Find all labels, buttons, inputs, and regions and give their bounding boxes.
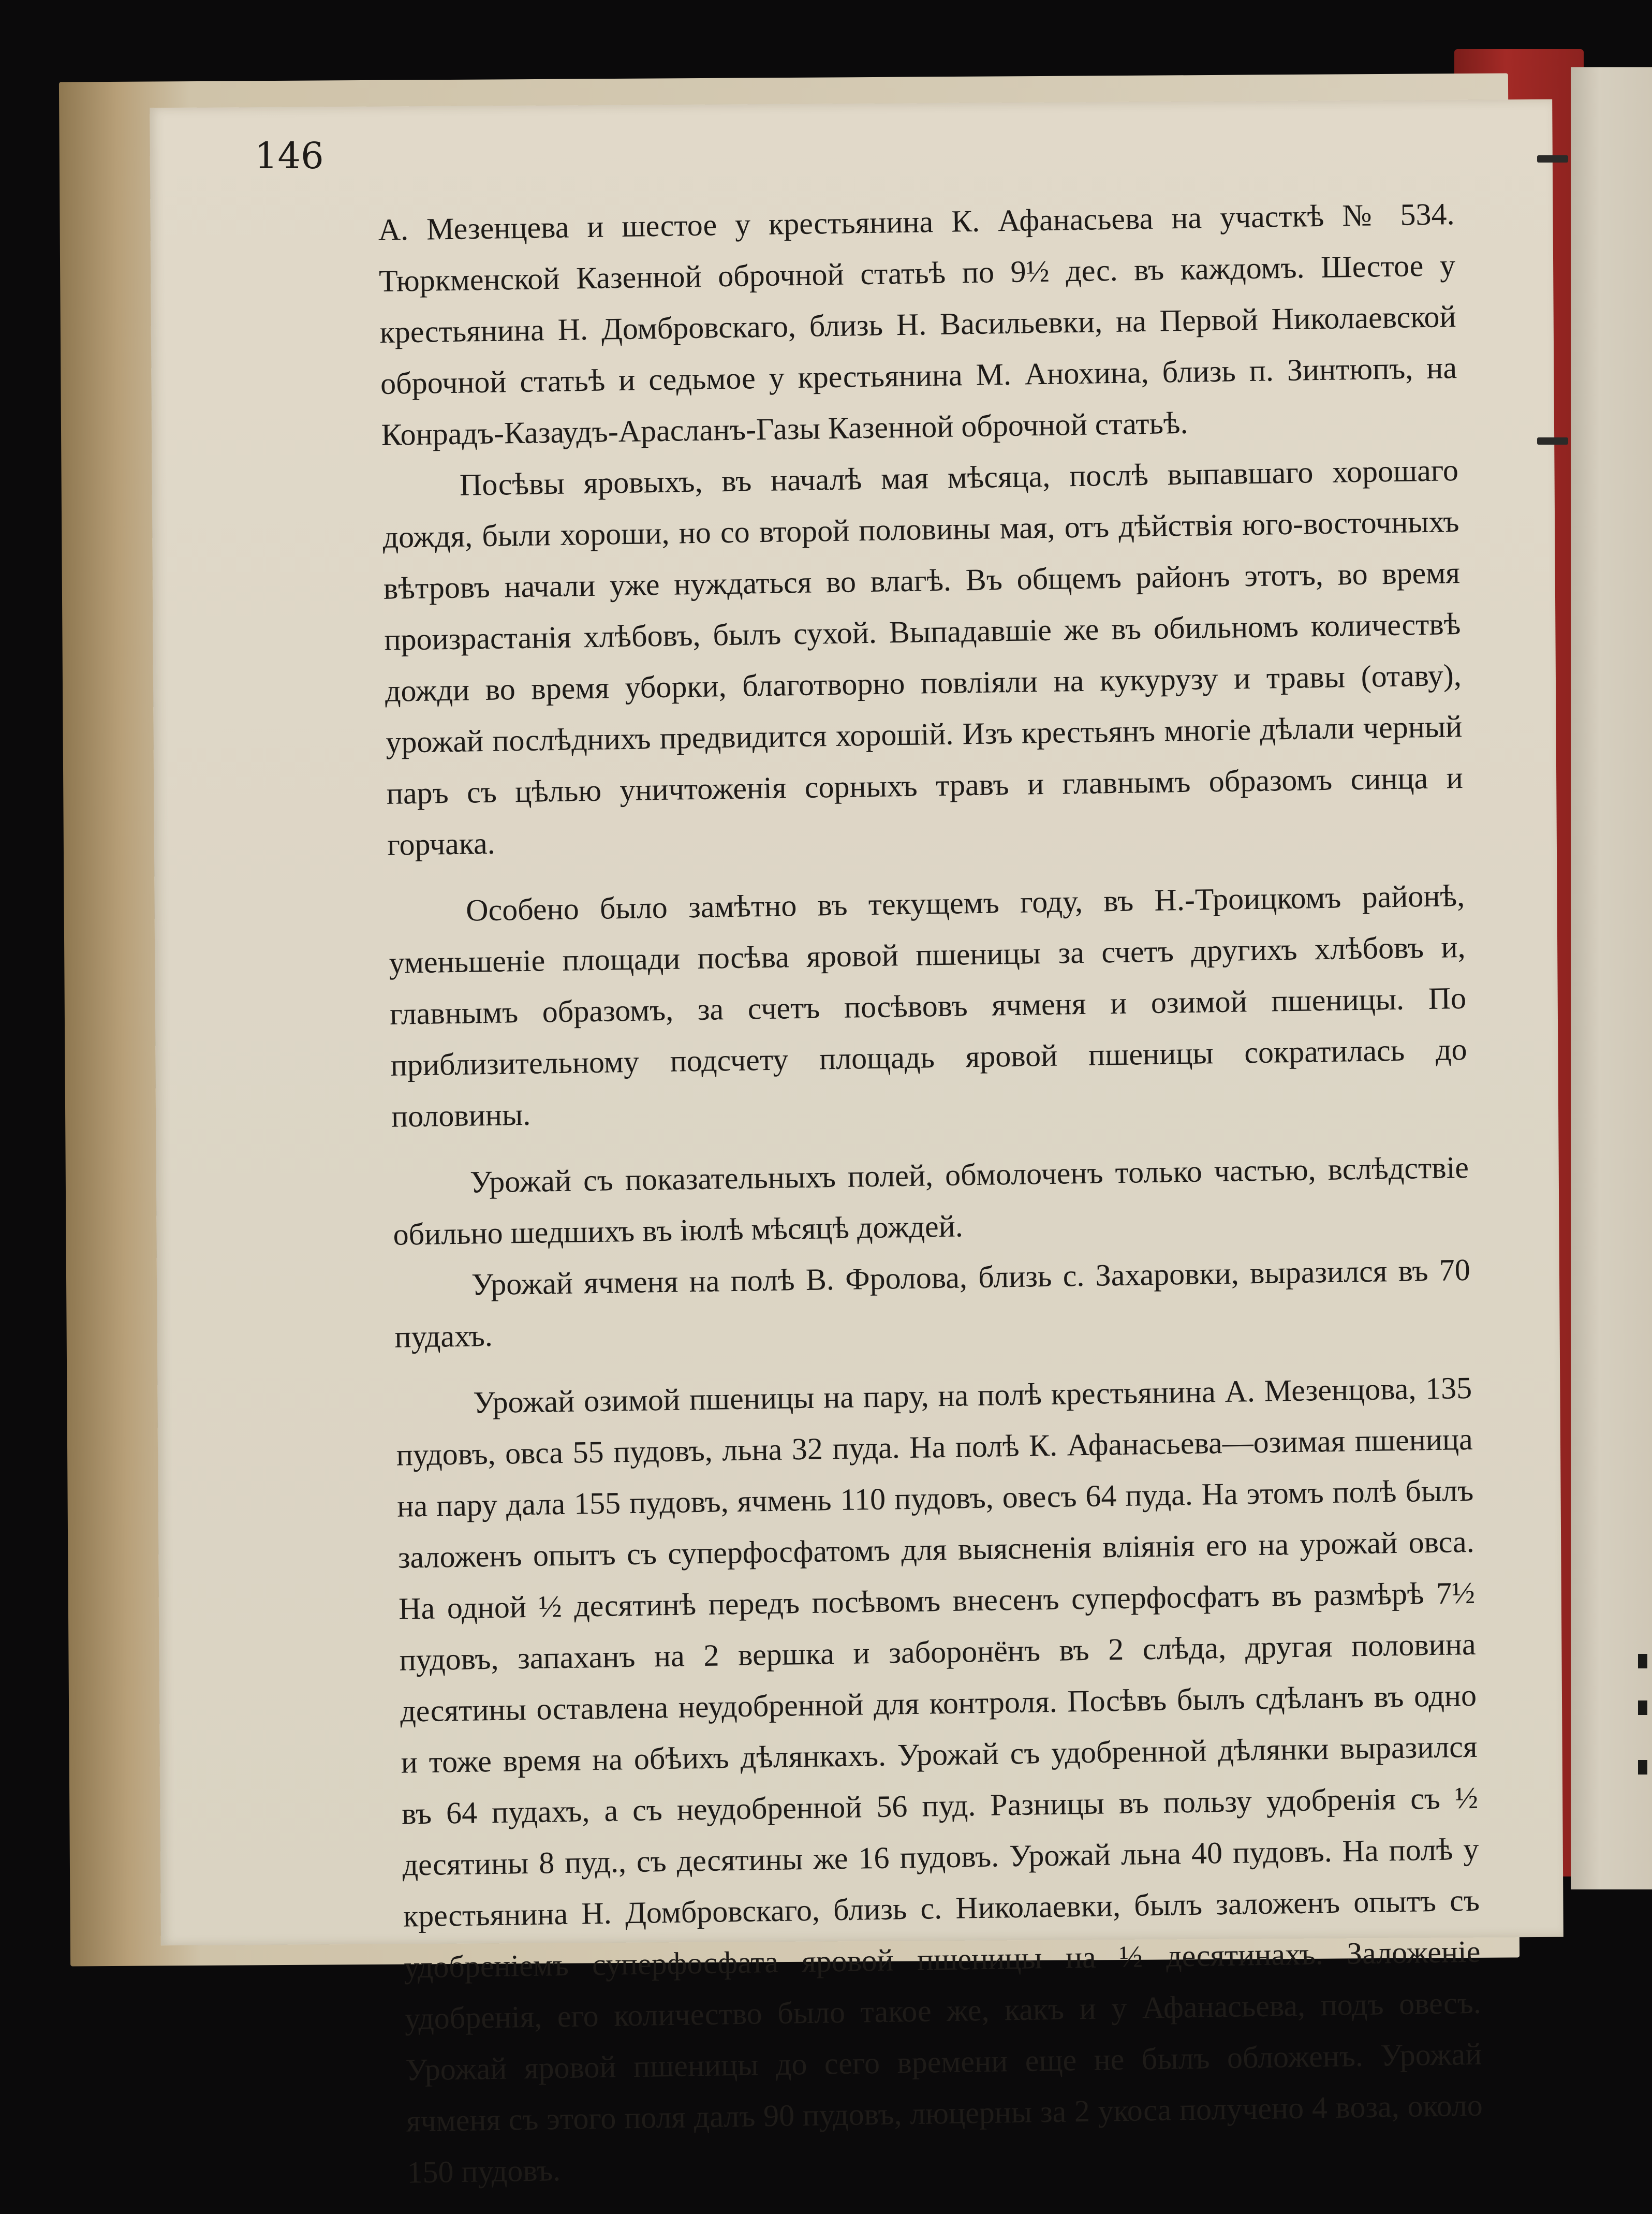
paragraph-1: А. Мезенцева и шестое у крестьянина К. Афанасьева на участкѣ № 534. Тюркменской Казенной оброчной статьѣ по 9½ дес. въ каждомъ. Шестое у крестьянина Н. Домбровскаго, близь Н. Васильевки, на Первой Николаевской оброчной статьѣ и седьмое у крестьянина М. Анохина, близь п. Зинтюпъ, на Конрадъ-Казаудъ-Арасланъ-Газы Казенной оброчной статьѣ. (378, 197, 1457, 452)
edge-mark (1638, 1700, 1647, 1715)
paragraph-5: Урожай ячменя на полѣ В. Фролова, близь с. Захаровки, выразился въ 70 пудахъ. (394, 1252, 1471, 1354)
facing-page-edge (1571, 67, 1652, 1889)
binding-pin (1537, 437, 1568, 445)
edge-mark (1638, 1654, 1647, 1668)
page-number: 146 (255, 135, 324, 177)
binding-pin (1537, 155, 1568, 163)
edge-mark (1638, 1760, 1647, 1775)
paragraph-6: Урожай озимой пшеницы на пару, на полѣ крестьянина А. Мезенцова, 135 пудовъ, овса 55 пудовъ, льна 32 пуда. На полѣ К. Афанасьева—озимая пшеница на пару дала 155 пудовъ, ячмень 110 пудовъ, овесъ 64 пуда. На этомъ полѣ былъ заложенъ опытъ съ суперфосфатомъ для выясненія вліянія его на урожай овса. На одной ½ десятинѣ передъ посѣвомъ внесенъ суперфосфатъ въ размѣрѣ 7½ пудовъ, запаханъ на 2 вершка и заборонёнъ въ 2 слѣда, другая половина десятины оставлена неудобренной для контроля. Посѣвъ былъ сдѣланъ въ одно и тоже время на обѣихъ дѣлянкахъ. Урожай съ удобренной дѣлянки выразился въ 64 пудахъ, а съ неудобренной 56 пуд. Разницы въ пользу удобренія съ ½ десятины 8 пуд., съ десятины же 16 пудовъ. Урожай льна 40 пудовъ. На полѣ у крестьянина Н. Домбровскаго, близь с. Николаевки, былъ заложенъ опытъ съ удобреніемъ суперфосфата яровой пшеницы на ½ десятинахъ. Заложеніе удобренія, его количество было такое же, какъ и у Афанасьева, подъ овесъ. Урожай яровой пшеницы до сего времени еще не былъ обложенъ. Урожай ячменя съ этого поля далъ 90 пудовъ, люцерны за 2 укоса получено 4 воза, около 150 пудовъ. (396, 1370, 1483, 2190)
paragraph-3: Особено было замѣтно въ текущемъ году, въ Н.-Троицкомъ районѣ, уменьшеніе площади посѣва яровой пшеницы за счетъ другихъ хлѣбовъ и, главнымъ образомъ, за счетъ посѣвовъ ячменя и озимой пшеницы. По приблизительному подсчету площадь яровой пшеницы сократилась до половины. (389, 878, 1467, 1134)
paragraph-2: Посѣвы яровыхъ, въ началѣ мая мѣсяца, послѣ выпавшаго хорошаго дождя, были хороши, но со второй половины мая, отъ дѣйствія юго-восточныхъ вѣтровъ начали уже нуждаться во влагѣ. Въ общемъ районъ этотъ, во время произрастанія хлѣбовъ, былъ сухой. Выпадавшіе же въ обильномъ количествѣ дожди во время уборки, благотворно повліяли на кукурузу и травы (отаву), урожай послѣднихъ предвидится хорошій. Изъ крестьянъ многіе дѣлали черный паръ съ цѣлью уничтоженія сорныхъ травъ и главнымъ образомъ синца и горчака. (382, 453, 1464, 862)
page-body-text (378, 188, 1484, 2213)
paragraph-4: Урожай съ показательныхъ полей, обмолоченъ только частью, вслѣдствіе обильно шедшихъ въ іюлѣ мѣсяцѣ дождей. (393, 1150, 1469, 1252)
